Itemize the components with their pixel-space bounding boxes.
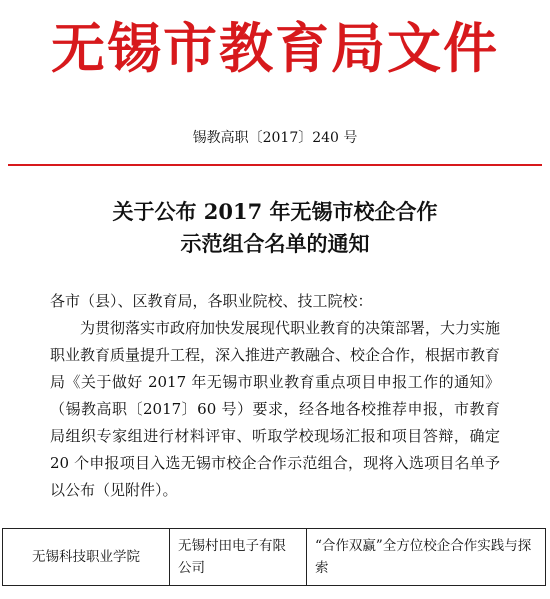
table-cell-school: 无锡科技职业学院	[3, 529, 170, 586]
salutation: 各市（县）、区教育局，各职业院校、技工院校：	[50, 292, 373, 310]
body-paragraph: 为贯彻落实市政府加快发展现代职业教育的决策部署，大力实施职业教育质量提升工程，深入推进产教融合、校企合作，根据市教育局《关于做好 2017 年无锡市职业教育重点项目申报工作的通知》（锡教高职〔2017〕60 号）要求，经各地各校推荐申报，市教育局组织专家组进行材料评审、听取学校现场汇报和项目答辩，确定 20 个申报项目入选无锡市校企合作示范组合，现将入选项目名单予以公布（见附件）。	[50, 319, 501, 499]
header-divider	[8, 164, 542, 166]
document-number: 锡教高职〔2017〕240 号	[192, 130, 358, 146]
notice-title-line-1: 关于公布 2017 年无锡市校企合作	[112, 199, 438, 224]
table-row	[3, 529, 546, 586]
notice-title-line-2: 示范组合名单的通知	[180, 231, 370, 256]
notice-title	[0, 196, 550, 260]
table-cell-company: 无锡村田电子有限公司	[170, 529, 307, 586]
document-header-title: 无锡市教育局文件	[51, 17, 499, 80]
table-cell-project: “合作双赢”全方位校企合作实践与探索	[307, 529, 546, 586]
notice-body	[50, 288, 500, 504]
attachment-table	[2, 528, 546, 586]
